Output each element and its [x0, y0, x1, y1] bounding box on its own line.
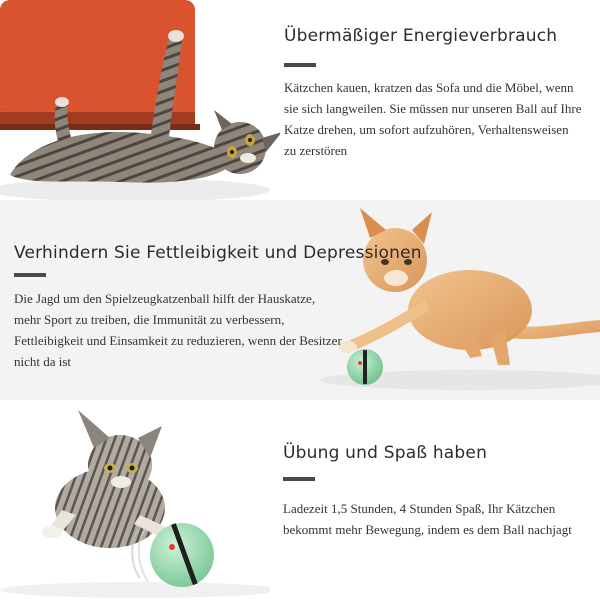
heading-underline	[284, 63, 316, 67]
heading-underline	[283, 477, 315, 481]
section-description: Kätzchen kauen, kratzen das Sofa und die Möbel, wenn sie sich langweilen. Sie müssen nur unseren Ball auf Ihre Katze drehen, um sofort aufzuhören, Verhaltensweisen zu zerstören	[284, 80, 582, 158]
heading-underline	[14, 273, 46, 277]
ginger-cat	[339, 208, 600, 365]
feature-section-fun	[0, 400, 600, 600]
section-description: Die Jagd um den Spielzeugkatzenball hilft der Hauskatze, mehr Sport zu treiben, die Immunität zu verbessern, Fettleibigkeit und Einsamkeit zu reduzieren, wenn der Besitzer nicht da ist	[14, 291, 342, 369]
ginger-cat-with-ball-photo	[320, 200, 600, 400]
feature-section-obesity	[0, 200, 600, 400]
section-heading: Verhindern Sie Fettleibigkeit und Depressionen	[14, 243, 422, 263]
section-description: Ladezeit 1,5 Stunden, 4 Stunden Spaß, Ihr Kätzchen bekommt mehr Bewegung, indem es dem Ball nachjagt	[283, 501, 572, 537]
toy-ball	[347, 349, 383, 385]
feature-section-energy	[0, 0, 600, 200]
section-heading: Übung und Spaß haben	[283, 443, 488, 463]
tabby-kitten	[42, 410, 168, 548]
section-heading: Übermäßiger Energieverbrauch	[284, 26, 558, 46]
cat-scratching-sofa-photo	[0, 0, 280, 200]
kitten-with-ball-photo	[0, 400, 270, 600]
